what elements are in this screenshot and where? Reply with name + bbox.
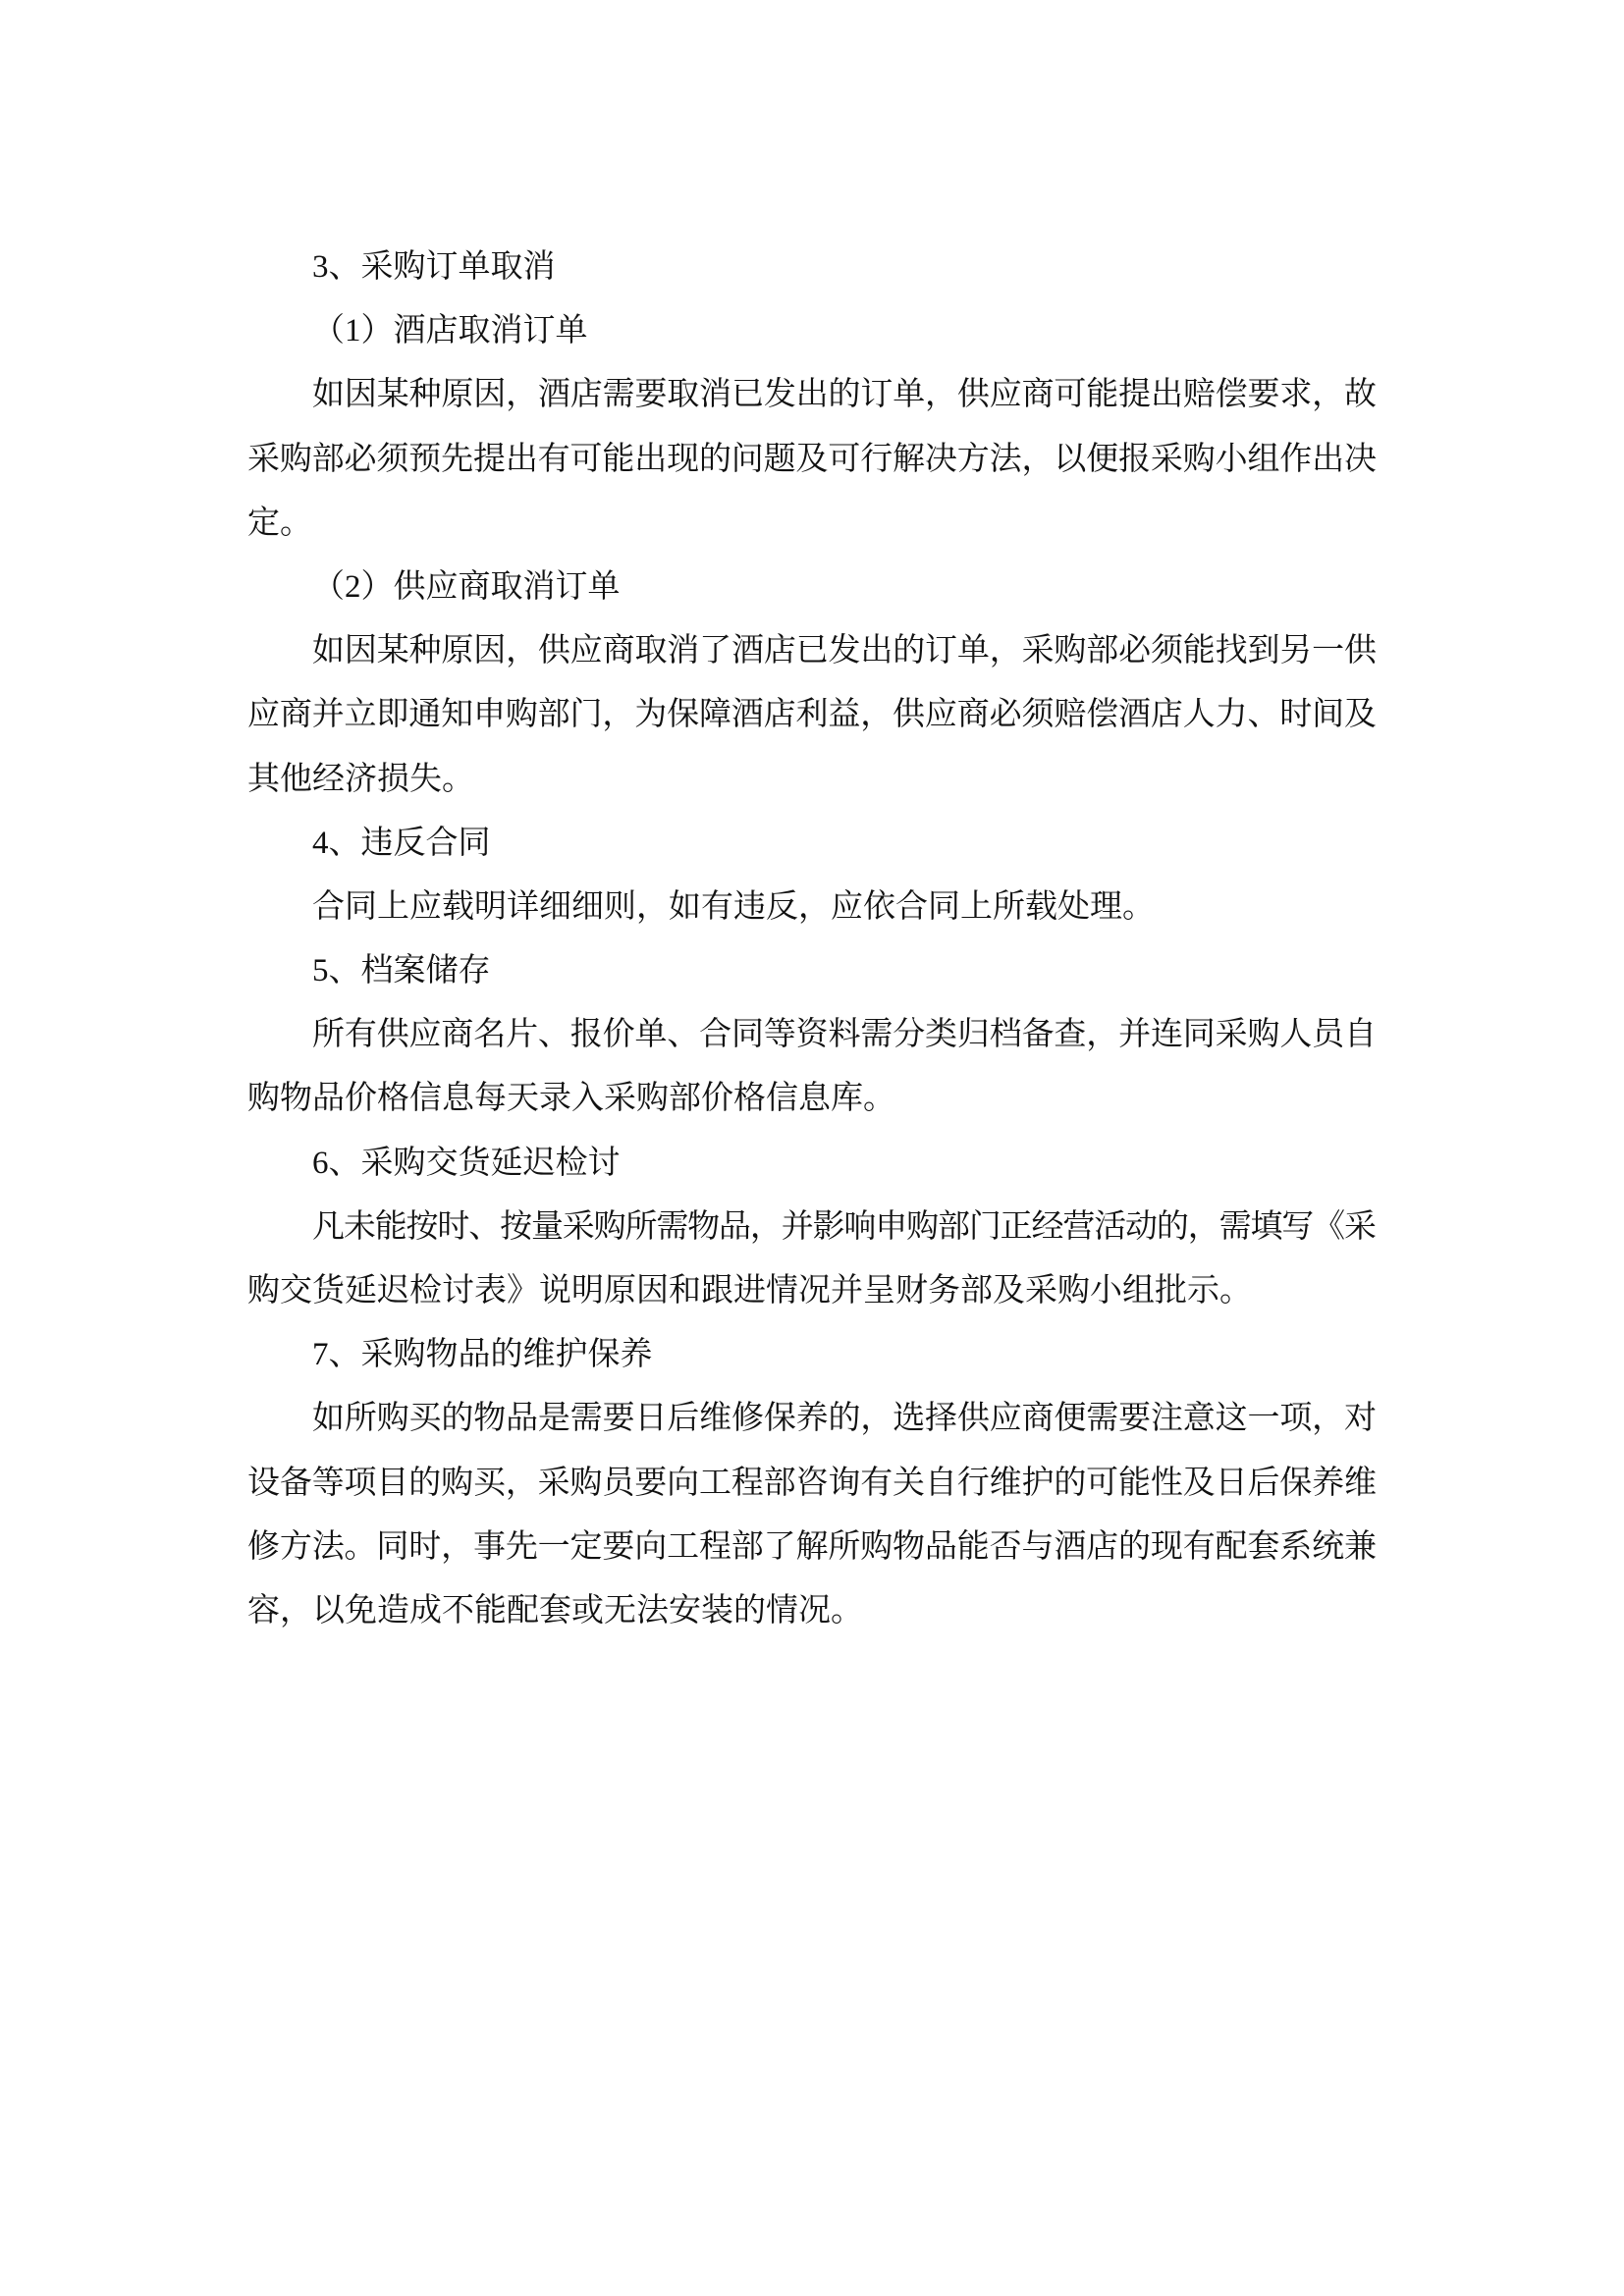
heading-text: 7、采购物品的维护保养 xyxy=(312,1337,653,1373)
section-heading-contract-breach xyxy=(247,812,1377,876)
line-text: 采购部必须预先提出有可能出现的问题及可行解决方法，以便报采购小组作出决 xyxy=(247,441,1377,477)
section-heading-delivery-delay-review xyxy=(247,1132,1377,1196)
heading-text: 6、采购交货延迟检讨 xyxy=(312,1145,621,1181)
paragraph-line xyxy=(247,1259,1377,1323)
paragraph-line xyxy=(247,1452,1377,1516)
heading-text: 3、采购订单取消 xyxy=(312,249,556,285)
subheading-text: （2）供应商取消订单 xyxy=(312,568,621,605)
line-text: 如因某种原因，酒店需要取消已发出的订单，供应商可能提出赔偿要求，故 xyxy=(312,377,1377,413)
line-text: 所有供应商名片、报价单、合同等资料需分类归档备查，并连同采购人员自 xyxy=(312,1017,1377,1053)
subheading-text: （1）酒店取消订单 xyxy=(312,313,588,349)
paragraph-line xyxy=(247,1196,1377,1259)
line-text: 凡未能按时、按量采购所需物品，并影响申购部门正经营活动的，需填写《采 xyxy=(312,1208,1376,1245)
paragraph-line xyxy=(247,492,1377,556)
line-text: 购交货延迟检讨表》说明原因和跟进情况并呈财务部及采购小组批示。 xyxy=(247,1273,1252,1308)
line-text: 容，以免造成不能配套或无法安装的情况。 xyxy=(247,1592,863,1629)
section-heading-file-storage xyxy=(247,939,1377,1003)
paragraph-line xyxy=(247,1067,1377,1131)
subheading-hotel-cancels-order xyxy=(247,299,1377,363)
subheading-supplier-cancels-order xyxy=(247,556,1377,619)
section-heading-order-cancellation xyxy=(247,236,1377,299)
paragraph-line xyxy=(247,1387,1377,1451)
paragraph-line xyxy=(247,876,1377,939)
heading-text: 4、违反合同 xyxy=(312,825,491,861)
line-text: 定。 xyxy=(247,505,312,541)
document-body xyxy=(247,236,1377,1643)
line-text: 应商并立即通知申购部门，为保障酒店利益，供应商必须赔偿酒店人力、时间及 xyxy=(247,697,1377,733)
heading-text: 5、档案储存 xyxy=(312,953,491,989)
paragraph-line xyxy=(247,1579,1377,1643)
paragraph-line xyxy=(247,683,1377,747)
line-text: 修方法。同时，事先一定要向工程部了解所购物品能否与酒店的现有配套系统兼 xyxy=(247,1528,1377,1565)
line-text: 如所购买的物品是需要日后维修保养的，选择供应商便需要注意这一项，对 xyxy=(312,1401,1377,1437)
line-text: 如因某种原因，供应商取消了酒店已发出的订单，采购部必须能找到另一供 xyxy=(312,633,1377,669)
paragraph-line xyxy=(247,619,1377,683)
line-text: 其他经济损失。 xyxy=(247,761,474,797)
paragraph-line xyxy=(247,748,1377,812)
line-text: 合同上应载明详细细则，如有违反，应依合同上所载处理。 xyxy=(312,888,1155,925)
section-heading-maintenance xyxy=(247,1323,1377,1387)
line-text: 设备等项目的购买，采购员要向工程部咨询有关自行维护的可能性及日后保养维 xyxy=(247,1465,1377,1501)
paragraph-line xyxy=(247,1516,1377,1579)
paragraph-line xyxy=(247,1003,1377,1067)
line-text: 购物品价格信息每天录入采购部价格信息库。 xyxy=(247,1081,895,1117)
paragraph-line xyxy=(247,363,1377,427)
paragraph-line xyxy=(247,428,1377,492)
